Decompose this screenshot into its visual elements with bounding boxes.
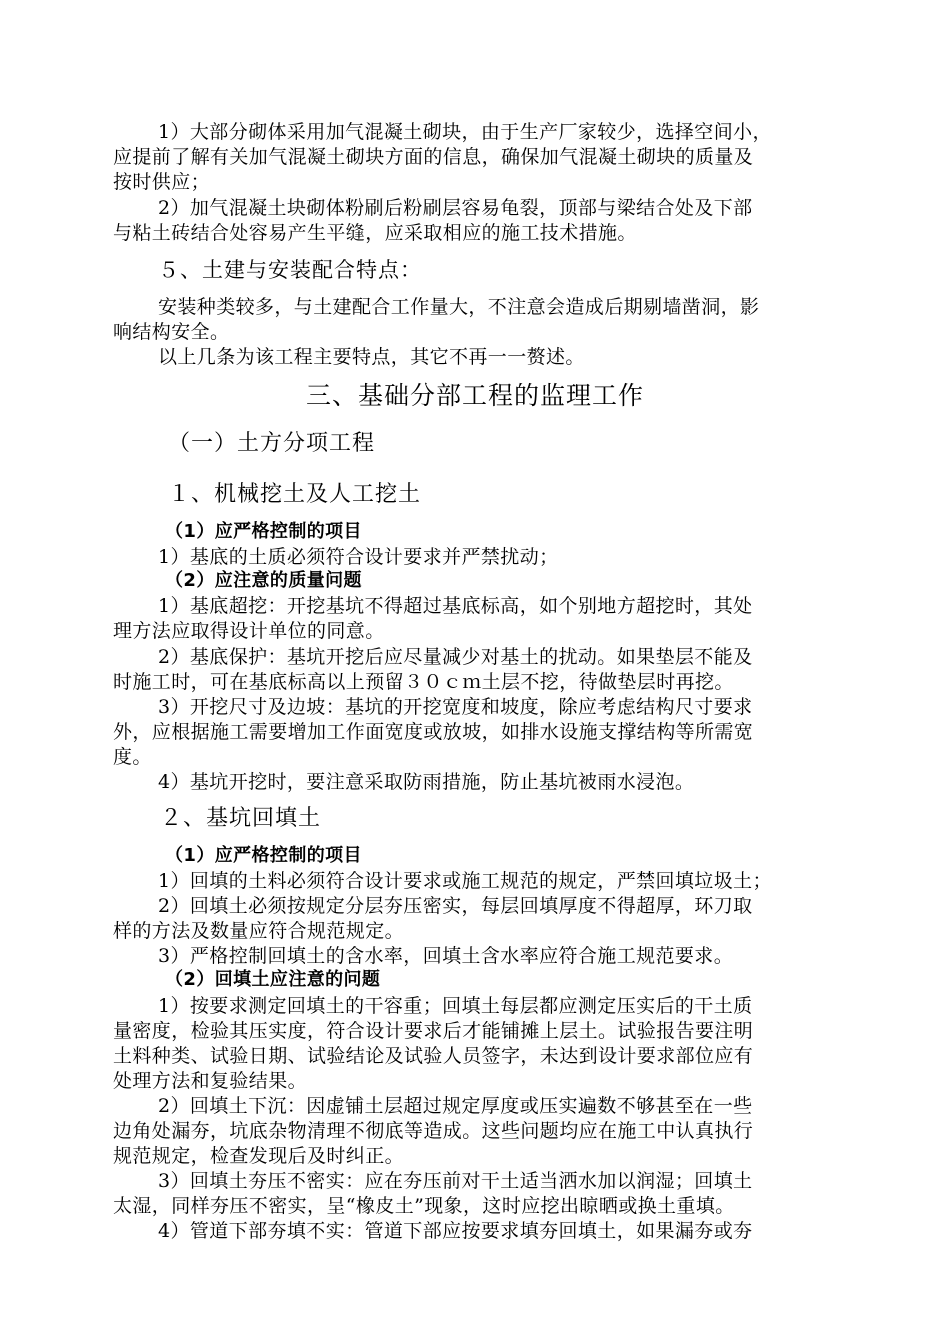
- paragraph-line: 土料种类、试验日期、试验结论及试验人员签字，未达到设计要求部位应有: [113, 1045, 754, 1067]
- paragraph-line: 时施工时，可在基底标高以上预留３０ｃｍ土层不挖，待做垫层时再挖。: [113, 671, 734, 693]
- paragraph-line: 应提前了解有关加气混凝土砌块方面的信息，确保加气混凝土砌块的质量及: [113, 146, 754, 168]
- paragraph-line: 规范规定，检查发现后及时纠正。: [113, 1145, 405, 1167]
- paragraph-line: 4）管道下部夯填不实：管道下部应按要求填夯回填土，如果漏夯或夯: [158, 1220, 753, 1242]
- paragraph-line: 2）加气混凝土块砌体粉刷后粉刷层容易龟裂，顶部与梁结合处及下部: [158, 197, 753, 219]
- bold-heading: （1）应严格控制的项目: [165, 845, 362, 866]
- paragraph-line: 1）大部分砌体采用加气混凝土砌块，由于生产厂家较少，选择空间小，: [158, 121, 772, 143]
- paragraph-line: 边角处漏夯，坑底杂物清理不彻底等造成。这些问题均应在施工中认真执行: [113, 1120, 754, 1142]
- paragraph-line: 4）基坑开挖时，要注意采取防雨措施，防止基坑被雨水浸泡。: [158, 771, 695, 793]
- paragraph-line: 1）基底的土质必须符合设计要求并严禁扰动；: [158, 546, 559, 568]
- paragraph-line: 外，应根据施工需要增加工作面宽度或放坡，如排水设施支撑结构等所需宽: [113, 721, 754, 743]
- chapter-title: 三、基础分部工程的监理工作: [305, 381, 644, 410]
- paragraph-line: 理方法应取得设计单位的同意。: [113, 620, 385, 642]
- paragraph-line: 3）回填土夯压不密实：应在夯压前对干土适当洒水加以润湿；回填土: [158, 1170, 753, 1192]
- paragraph-line: 按时供应；: [113, 171, 211, 193]
- paragraph-line: 处理方法和复验结果。: [113, 1070, 308, 1092]
- bold-heading: （1）应严格控制的项目: [165, 521, 362, 542]
- subsection-title: （一）土方分项工程: [168, 431, 376, 456]
- paragraph-line: 量密度，检验其压实度，符合设计要求后才能铺摊上层土。试验报告要注明: [113, 1020, 754, 1042]
- item-heading: ２、基坑回填土: [160, 806, 322, 831]
- section-heading: ５、土建与安装配合特点：: [158, 258, 422, 282]
- paragraph-line: 2）回填土必须按规定分层夯压密实，每层回填厚度不得超厚，环刀取: [158, 895, 753, 917]
- paragraph-line: 2）回填土下沉：因虚铺土层超过规定厚度或压实遍数不够甚至在一些: [158, 1095, 753, 1117]
- bold-heading: （2）应注意的质量问题: [165, 570, 362, 591]
- paragraph-line: 2）基底保护：基坑开挖后应尽量减少对基土的扰动。如果垫层不能及: [158, 646, 753, 668]
- paragraph-line: 太湿，同样夯压不密实，呈“橡皮土”现象，这时应挖出晾晒或换土重填。: [113, 1195, 735, 1217]
- item-heading: １、机械挖土及人工挖土: [168, 482, 422, 507]
- paragraph-line: 样的方法及数量应符合规范规定。: [113, 920, 405, 942]
- paragraph-line: 1）回填的土料必须符合设计要求或施工规范的规定，严禁回填垃圾土；: [158, 870, 772, 892]
- paragraph-line: 以上几条为该工程主要特点，其它不再一一赘述。: [158, 346, 585, 368]
- paragraph-line: 响结构安全。: [113, 321, 230, 343]
- paragraph-line: 安装种类较多，与土建配合工作量大，不注意会造成后期剔墙凿洞，影: [158, 296, 760, 318]
- bold-heading: （2）回填土应注意的问题: [165, 969, 381, 990]
- paragraph-line: 度。: [113, 746, 152, 768]
- paragraph-line: 1）按要求测定回填土的干容重；回填土每层都应测定压实后的干土质: [158, 995, 753, 1017]
- paragraph-line: 3）严格控制回填土的含水率，回填土含水率应符合施工规范要求。: [158, 945, 734, 967]
- paragraph-line: 与粘土砖结合处容易产生平缝，应采取相应的施工技术措施。: [113, 222, 637, 244]
- paragraph-line: 1）基底超挖：开挖基坑不得超过基底标高，如个别地方超挖时，其处: [158, 595, 753, 617]
- paragraph-line: 3）开挖尺寸及边坡：基坑的开挖宽度和坡度，除应考虑结构尺寸要求: [158, 696, 753, 718]
